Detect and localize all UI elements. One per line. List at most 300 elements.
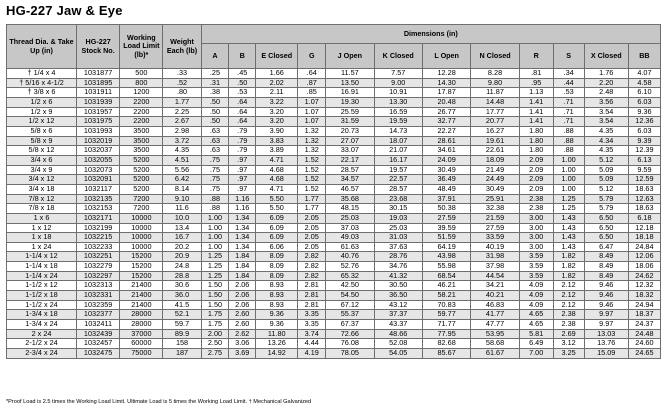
table-cell: 2.09 [519, 165, 553, 175]
table-cell: 3/4 x 18 [7, 184, 77, 194]
table-cell: 3.25 [553, 349, 584, 359]
table-cell: 52.08 [374, 339, 422, 349]
table-cell: 5.79 [584, 204, 628, 214]
table-cell: 31.03 [374, 233, 422, 243]
table-cell: 4.51 [163, 155, 201, 165]
table-cell: 2.00 [201, 329, 229, 339]
table-row [7, 107, 661, 117]
table-cell: 16.17 [374, 155, 422, 165]
table-cell: 15200 [120, 252, 163, 262]
table-cell: 3.35 [298, 320, 326, 330]
table-cell: 2.81 [298, 291, 326, 301]
table-cell: 1.82 [553, 271, 584, 281]
table-cell: 1032475 [77, 349, 120, 359]
table-cell: .79 [229, 126, 256, 136]
table-cell: .53 [553, 88, 584, 98]
table-cell: 1.43 [553, 223, 584, 233]
table-cell: 9.59 [628, 165, 660, 175]
table-cell: 1032135 [77, 194, 120, 204]
table-cell: 11.57 [326, 69, 374, 79]
table-cell: 20.2 [163, 242, 201, 252]
table-cell: .44 [553, 78, 584, 88]
table-cell: 15200 [120, 262, 163, 272]
table-cell: 1.07 [298, 97, 326, 107]
table-cell: 6.06 [256, 242, 298, 252]
table-cell: 1 x 24 [7, 242, 77, 252]
table-cell: 9.36 [256, 310, 298, 320]
table-cell: 6.47 [584, 242, 628, 252]
table-cell: 85.67 [422, 349, 470, 359]
table-cell: 20.77 [471, 117, 519, 127]
table-cell: 64.19 [422, 242, 470, 252]
table-cell: 24.09 [422, 155, 470, 165]
table-cell: 1-1/4 x 12 [7, 252, 77, 262]
table-cell: 24.65 [628, 349, 660, 359]
table-cell: 1/2 x 12 [7, 117, 77, 127]
table-cell: 4.58 [628, 78, 660, 88]
table-cell: .31 [201, 78, 229, 88]
table-cell: 2.12 [553, 281, 584, 291]
table-cell: 6.18 [628, 213, 660, 223]
table-cell: 2.05 [298, 242, 326, 252]
table-cell: 1032457 [77, 339, 120, 349]
table-cell: 800 [120, 78, 163, 88]
table-cell: .52 [163, 78, 201, 88]
table-cell: 1.00 [201, 242, 229, 252]
table-cell: 6.49 [519, 339, 553, 349]
table-cell: 55.37 [326, 310, 374, 320]
table-cell: 33.59 [471, 233, 519, 243]
table-cell: 14.48 [471, 97, 519, 107]
table-row [7, 184, 661, 194]
table-cell: .80 [163, 88, 201, 98]
table-cell: 2.09 [519, 155, 553, 165]
table-cell: 30.49 [422, 165, 470, 175]
table-cell: 1.32 [298, 146, 326, 156]
table-cell: 8.49 [584, 262, 628, 272]
table-cell: 59.77 [422, 310, 470, 320]
table-cell: 34.21 [471, 281, 519, 291]
header-dim-g: G [298, 44, 326, 69]
table-cell: 61.63 [326, 242, 374, 252]
table-cell: 48.66 [374, 329, 422, 339]
table-row [7, 175, 661, 185]
table-cell: 18.37 [628, 310, 660, 320]
table-cell: 1032037 [77, 146, 120, 156]
table-cell: 3.00 [519, 223, 553, 233]
table-cell: 3.59 [519, 271, 553, 281]
table-cell: .64 [298, 69, 326, 79]
table-cell: 12.32 [628, 281, 660, 291]
table-cell: 2-1/2 x 24 [7, 339, 77, 349]
table-cell: .79 [229, 146, 256, 156]
table-cell: 18.09 [471, 155, 519, 165]
table-cell: 1 x 18 [7, 233, 77, 243]
table-cell: 21.49 [471, 165, 519, 175]
spec-table-container [6, 24, 661, 359]
table-row [7, 213, 661, 223]
table-cell: 24.60 [628, 339, 660, 349]
table-cell: 3500 [120, 126, 163, 136]
table-cell: 1032251 [77, 252, 120, 262]
table-row [7, 310, 661, 320]
table-cell: 9.36 [628, 107, 660, 117]
table-cell: 12.36 [628, 117, 660, 127]
table-cell: 1/2 x 6 [7, 97, 77, 107]
table-cell: 21400 [120, 300, 163, 310]
table-cell: 3.20 [256, 117, 298, 127]
table-cell: 10000 [120, 213, 163, 223]
table-cell: 28.61 [422, 136, 470, 146]
table-cell: 17.77 [471, 107, 519, 117]
table-cell: 4.71 [256, 155, 298, 165]
table-cell: 12.39 [628, 146, 660, 156]
table-cell: 2200 [120, 107, 163, 117]
table-cell: 1031895 [77, 78, 120, 88]
table-cell: .95 [519, 78, 553, 88]
table-cell: 11.87 [471, 88, 519, 98]
table-cell: 39.59 [422, 223, 470, 233]
header-dim-r: R [519, 44, 553, 69]
table-cell: † 3/8 x 6 [7, 88, 77, 98]
table-cell: 19.03 [374, 213, 422, 223]
table-cell: 6.50 [584, 223, 628, 233]
table-cell: 1.16 [229, 194, 256, 204]
table-cell: .75 [201, 165, 229, 175]
table-cell: 40.76 [326, 252, 374, 262]
table-cell: 5/8 x 9 [7, 136, 77, 146]
table-cell: 6.10 [628, 88, 660, 98]
table-cell: 3/4 x 12 [7, 175, 77, 185]
table-cell: 3.90 [256, 126, 298, 136]
table-cell: 3.00 [519, 233, 553, 243]
table-cell: 41.77 [471, 310, 519, 320]
table-cell: 4.07 [628, 69, 660, 79]
table-cell: .75 [201, 155, 229, 165]
table-cell: 20.73 [326, 126, 374, 136]
table-cell: 28000 [120, 310, 163, 320]
table-cell: .71 [553, 117, 584, 127]
table-cell: 31.59 [326, 117, 374, 127]
table-cell: 41.5 [163, 300, 201, 310]
table-cell: 4.09 [519, 300, 553, 310]
table-cell: 13.26 [256, 339, 298, 349]
table-cell: 36.50 [374, 291, 422, 301]
table-cell: 1-1/2 x 12 [7, 281, 77, 291]
table-cell: 1.76 [584, 69, 628, 79]
table-cell: 1.43 [553, 233, 584, 243]
table-cell: 1-1/4 x 24 [7, 271, 77, 281]
table-cell: 2.38 [519, 194, 553, 204]
table-cell: 34.57 [326, 175, 374, 185]
table-cell: 1.50 [201, 281, 229, 291]
table-cell: 5/8 x 12 [7, 146, 77, 156]
table-cell: 2.12 [553, 291, 584, 301]
table-cell: 1 x 6 [7, 213, 77, 223]
table-cell: 8.09 [256, 262, 298, 272]
table-row [7, 165, 661, 175]
table-cell: 3.00 [519, 242, 553, 252]
table-cell: .63 [201, 146, 229, 156]
table-cell: 4.09 [519, 291, 553, 301]
table-cell: 1031993 [77, 126, 120, 136]
table-cell: 1.00 [553, 175, 584, 185]
table-cell: 4.19 [298, 349, 326, 359]
header-weight: Weight Each (lb) [163, 25, 201, 69]
table-cell: 18.32 [628, 291, 660, 301]
table-cell: † 5/16 x 4-1/2 [7, 78, 77, 88]
table-cell: 1 x 12 [7, 223, 77, 233]
table-cell: 46.57 [326, 184, 374, 194]
table-cell: 4.68 [256, 175, 298, 185]
table-cell: .75 [201, 175, 229, 185]
table-cell: 1.13 [519, 88, 553, 98]
table-cell: 2.05 [298, 213, 326, 223]
table-cell: 43.37 [374, 320, 422, 330]
table-cell: 9.80 [471, 78, 519, 88]
table-cell: 54.05 [374, 349, 422, 359]
table-cell: 35.68 [326, 194, 374, 204]
table-cell: 6.09 [256, 213, 298, 223]
table-cell: 5.09 [584, 175, 628, 185]
header-dimensions: Dimensions (in) [201, 25, 660, 44]
table-cell: 31.98 [471, 252, 519, 262]
table-cell: 2.75 [201, 349, 229, 359]
table-cell: 1032313 [77, 281, 120, 291]
table-cell: 158 [163, 339, 201, 349]
table-cell: .50 [201, 97, 229, 107]
table-cell: 12.63 [628, 194, 660, 204]
table-cell: 1032279 [77, 262, 120, 272]
table-cell: 18.63 [628, 204, 660, 214]
table-cell: 27.59 [471, 223, 519, 233]
table-cell: 37.37 [374, 310, 422, 320]
table-cell: 59.7 [163, 320, 201, 330]
table-cell: 53.95 [471, 329, 519, 339]
table-cell: .64 [229, 117, 256, 127]
table-cell: 1.25 [553, 204, 584, 214]
header-stock: HG-227 Stock No. [77, 25, 120, 69]
table-cell: 5/8 x 6 [7, 126, 77, 136]
table-cell: 5200 [120, 165, 163, 175]
table-cell: 2.82 [298, 262, 326, 272]
table-cell: 1-3/4 x 24 [7, 320, 77, 330]
table-cell: 21.07 [374, 146, 422, 156]
table-cell: 2.82 [298, 271, 326, 281]
spec-table [6, 24, 661, 359]
table-cell: 3.74 [298, 329, 326, 339]
table-cell: .88 [201, 204, 229, 214]
table-cell: 16.91 [326, 88, 374, 98]
table-cell: 27.07 [326, 136, 374, 146]
table-cell: 54.50 [326, 291, 374, 301]
table-cell: 2.81 [298, 281, 326, 291]
table-cell: 1.16 [229, 204, 256, 214]
table-cell: 21.59 [471, 213, 519, 223]
header-dim-b: B [229, 44, 256, 69]
table-cell: 3.83 [256, 136, 298, 146]
table-row [7, 252, 661, 262]
table-cell: 1032377 [77, 310, 120, 320]
table-cell: 1.80 [519, 146, 553, 156]
table-cell: 65.32 [326, 271, 374, 281]
table-cell: 36.0 [163, 291, 201, 301]
table-cell: 19.57 [374, 165, 422, 175]
table-cell: 16.7 [163, 233, 201, 243]
table-cell: 5.56 [163, 165, 201, 175]
table-cell: 2.02 [256, 78, 298, 88]
table-cell: 37.91 [422, 194, 470, 204]
table-cell: 7.57 [374, 69, 422, 79]
table-cell: 12.18 [628, 223, 660, 233]
table-cell: 9.36 [256, 320, 298, 330]
table-cell: .25 [201, 69, 229, 79]
table-cell: .71 [553, 97, 584, 107]
table-cell: 5.12 [584, 184, 628, 194]
table-cell: 61.67 [471, 349, 519, 359]
page-title: HG-227 Jaw & Eye [6, 3, 123, 18]
table-cell: 70.83 [422, 300, 470, 310]
table-row [7, 320, 661, 330]
table-cell: 37.63 [374, 242, 422, 252]
table-cell: .97 [229, 175, 256, 185]
table-cell: 2.98 [163, 126, 201, 136]
table-cell: 1.00 [201, 213, 229, 223]
table-cell: 3.35 [298, 310, 326, 320]
table-cell: 1.66 [256, 69, 298, 79]
table-cell: 1.52 [298, 155, 326, 165]
table-cell: 5.81 [519, 329, 553, 339]
header-dim-n-closed: N Closed [471, 44, 519, 69]
table-cell: 13.30 [374, 97, 422, 107]
table-cell: 1.25 [201, 252, 229, 262]
table-cell: 10000 [120, 242, 163, 252]
table-cell: 3500 [120, 136, 163, 146]
table-cell: 2.50 [201, 339, 229, 349]
table-cell: 2.06 [229, 281, 256, 291]
table-cell: 1032331 [77, 291, 120, 301]
table-cell: 1.43 [553, 213, 584, 223]
table-cell: 33.07 [326, 146, 374, 156]
table-cell: .38 [201, 88, 229, 98]
table-cell: 6.03 [628, 126, 660, 136]
table-cell: 52.76 [326, 262, 374, 272]
table-cell: 30.6 [163, 281, 201, 291]
table-cell: 1.07 [298, 107, 326, 117]
table-cell: 1032019 [77, 136, 120, 146]
table-cell: 22.57 [374, 175, 422, 185]
table-cell: 40.19 [471, 242, 519, 252]
header-thread: Thread Dia. & Take Up (in) [7, 25, 77, 69]
table-cell: 1032359 [77, 300, 120, 310]
table-cell: 1032153 [77, 204, 120, 214]
table-cell: .97 [229, 155, 256, 165]
table-cell: 24.37 [628, 320, 660, 330]
table-cell: 1032055 [77, 155, 120, 165]
table-cell: 4.34 [584, 136, 628, 146]
table-cell: 1032215 [77, 233, 120, 243]
table-row [7, 242, 661, 252]
table-cell: 1.00 [553, 165, 584, 175]
table-row [7, 262, 661, 272]
table-cell: 11.6 [163, 204, 201, 214]
table-cell: 2200 [120, 117, 163, 127]
table-cell: 8.93 [256, 300, 298, 310]
table-cell: 30.50 [374, 281, 422, 291]
table-cell: 25.91 [471, 194, 519, 204]
table-cell: 2.67 [163, 117, 201, 127]
table-cell: 22.61 [471, 146, 519, 156]
table-cell: .63 [201, 136, 229, 146]
table-cell: 1.00 [553, 155, 584, 165]
table-cell: 2.06 [229, 300, 256, 310]
table-cell: .50 [201, 117, 229, 127]
table-cell: 2.62 [229, 329, 256, 339]
table-cell: 28.57 [374, 184, 422, 194]
table-row [7, 300, 661, 310]
table-cell: 89.9 [163, 329, 201, 339]
table-cell: 6.42 [163, 175, 201, 185]
table-cell: 4.65 [519, 320, 553, 330]
table-cell: 12.28 [422, 69, 470, 79]
table-cell: .85 [298, 88, 326, 98]
table-cell: 4.68 [256, 165, 298, 175]
table-cell: 58.68 [471, 339, 519, 349]
table-cell: 7/8 x 18 [7, 204, 77, 214]
table-cell: .88 [553, 126, 584, 136]
table-cell: 22.17 [326, 155, 374, 165]
table-cell: 1.52 [298, 175, 326, 185]
table-cell: 2.82 [298, 252, 326, 262]
table-cell: 9.10 [163, 194, 201, 204]
table-cell: 34.61 [422, 146, 470, 156]
table-cell: 20.9 [163, 252, 201, 262]
table-cell: .64 [229, 107, 256, 117]
table-cell: 1.34 [229, 223, 256, 233]
table-row [7, 69, 661, 79]
table-cell: 11.80 [256, 329, 298, 339]
table-cell: 2.11 [256, 88, 298, 98]
table-cell: 1.77 [298, 204, 326, 214]
table-cell: 37.03 [326, 223, 374, 233]
table-cell: 12.59 [628, 175, 660, 185]
table-cell: 67.37 [326, 320, 374, 330]
table-cell: 3.54 [584, 107, 628, 117]
table-cell: 10000 [120, 233, 163, 243]
table-cell: .45 [229, 69, 256, 79]
table-cell: .79 [229, 136, 256, 146]
table-row [7, 281, 661, 291]
table-cell: 13.50 [326, 78, 374, 88]
table-cell: 48.49 [422, 184, 470, 194]
table-cell: 14.92 [256, 349, 298, 359]
table-cell: 32.38 [471, 204, 519, 214]
table-cell: 2.05 [298, 233, 326, 243]
table-cell: .63 [201, 126, 229, 136]
table-cell: 40.21 [471, 291, 519, 301]
table-cell: 28.76 [374, 252, 422, 262]
table-cell: 3.59 [519, 252, 553, 262]
table-cell: 1032199 [77, 223, 120, 233]
table-cell: 20.48 [422, 97, 470, 107]
table-cell: 16.59 [374, 107, 422, 117]
table-cell: 1.84 [229, 262, 256, 272]
table-cell: .97 [229, 165, 256, 175]
table-cell: 4.35 [163, 146, 201, 156]
table-cell: 3.20 [256, 107, 298, 117]
table-cell: 1.43 [553, 242, 584, 252]
table-cell: 55.98 [422, 262, 470, 272]
